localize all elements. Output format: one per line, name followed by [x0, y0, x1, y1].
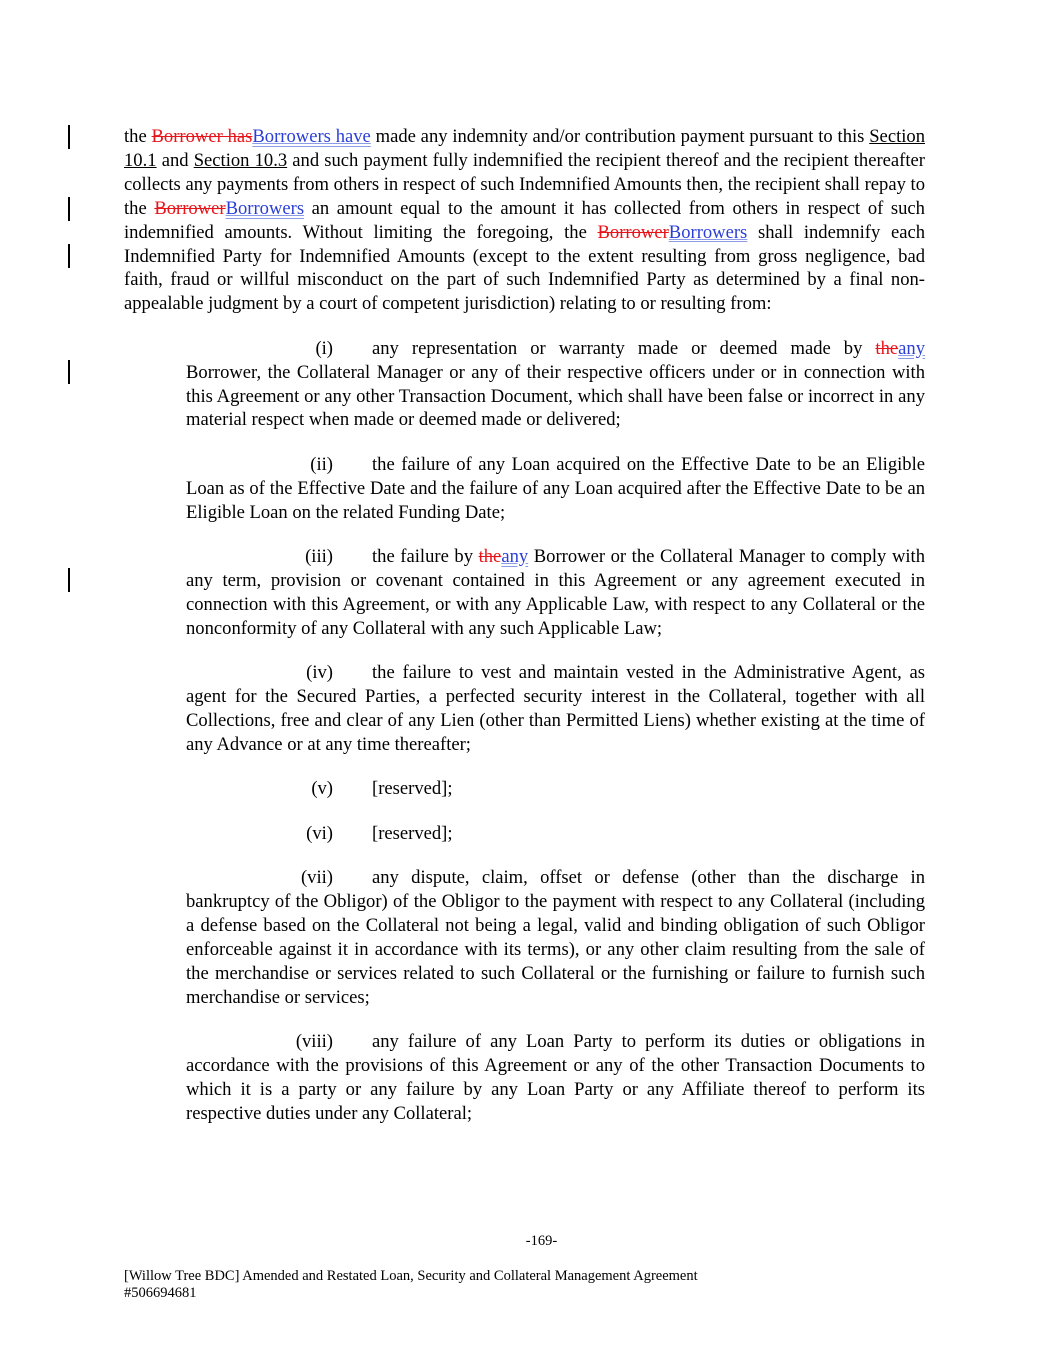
text: Borrower, the Collateral Manager or any of their respective officers under or in connection with this Agreement or any other Transaction Document, which shall have been false or incorrect in any material respect when made or deemed made or delivered;	[186, 361, 925, 431]
section-reference: Section 10.1	[124, 126, 925, 171]
item-label: (viii)	[295, 1031, 333, 1053]
footer-title: [Willow Tree BDC] Amended and Restated Loan, Security and Collateral Management Agreement	[124, 1268, 698, 1284]
document-body	[124, 125, 925, 1146]
change-bar	[68, 197, 70, 221]
deleted-text: Borrower	[154, 197, 226, 219]
footer	[124, 1268, 698, 1301]
list-item	[186, 866, 925, 1009]
page-number: -169-	[525, 1233, 558, 1249]
deleted-text: the	[478, 546, 502, 568]
text: any representation or warranty made or deemed made by	[372, 337, 876, 359]
deleted-text: the	[875, 337, 899, 359]
text: the failure by	[372, 546, 479, 568]
footer-doc-id: #506694681	[124, 1284, 197, 1301]
text: and such payment fully indemnified the recipient thereof and the recipient thereafter collects any payments from others in respect of such Indemnified Amounts then, the recipient shall repay to the	[124, 149, 925, 219]
change-bar	[68, 360, 70, 384]
inserted-text: any	[898, 337, 925, 359]
item-label: (vi)	[306, 822, 333, 844]
text: made any indemnity and/or contribution payment pursuant to this	[370, 126, 870, 147]
text: Borrower or the Collateral Manager to comply with any term, provision or covenant contained in this Agreement or any agreement executed in connection with this Agreement, or with any Applicable Law, with respect to any Collateral or the nonconformity of any Collateral with any such Applicable Law;	[186, 546, 925, 639]
list-item	[186, 453, 925, 525]
item-label: (i)	[315, 337, 333, 359]
section-reference: Section 10.3	[193, 149, 288, 171]
list-item	[186, 337, 925, 433]
item-label: (v)	[311, 778, 333, 800]
text: the failure to vest and maintain vested in the Administrative Agent, as agent for the Secured Parties, a perfected security interest in the Collateral, together with all Collections, free and clear of any Lien (other than Permitted Liens) whether existing at the time of any Advance or at any time thereafter;	[186, 662, 925, 755]
deleted-text: Borrower has	[151, 126, 253, 147]
list-item	[186, 661, 925, 757]
deleted-text: Borrower	[597, 221, 669, 243]
item-label: (iii)	[305, 546, 333, 568]
inserted-text: any	[501, 546, 529, 568]
text: an amount equal to the amount it has collected from others in respect of such indemnified amounts. Without limiting the foregoing, the	[124, 197, 925, 243]
list-item	[186, 822, 925, 846]
text: any dispute, claim, offset or defense (other than the discharge in bankruptcy of the Obligor) of the Obligor to the payment with respect to any Collateral (including a defense based on the Collateral not being a legal, valid and binding obligation of such Obligor enforceable against it in accordance with its terms), or any other claim resulting from the sale of the merchandise or services related to such Collateral or the furnishing or failure to furnish such merchandise or services;	[186, 867, 925, 1008]
list-item	[186, 777, 925, 801]
inserted-text: Borrowers	[668, 221, 748, 243]
text: [reserved];	[372, 778, 453, 800]
change-bar	[68, 568, 70, 592]
list-item	[186, 1030, 925, 1126]
inserted-text: Borrowers have	[252, 126, 371, 147]
inserted-text: Borrowers	[225, 197, 305, 219]
text: [reserved];	[372, 822, 453, 844]
text: shall indemnify each Indemnified Party for Indemnified Amounts (except to the extent resulting from gross negligence, bad faith, fraud or willful misconduct on the part of such Indemnified Party as determined by a final non-appealable judgment by a court of competent jurisdiction) relating to or resulting from:	[124, 221, 926, 315]
change-bar	[68, 125, 70, 149]
change-bar	[68, 244, 70, 268]
intro-paragraph	[124, 125, 925, 316]
list-item	[186, 545, 925, 641]
text: and	[156, 149, 194, 171]
item-label: (iv)	[306, 662, 333, 684]
text: the failure of any Loan acquired on the Effective Date to be an Eligible Loan as of the Effective Date and the failure of any Loan acquired after the Effective Date to be an Eligible Loan on the related Funding Date;	[186, 453, 925, 523]
item-label: (ii)	[310, 453, 333, 475]
item-label: (vii)	[300, 867, 333, 889]
text: any failure of any Loan Party to perform its duties or obligations in accordance with the provisions of this Agreement or any of the other Transaction Documents to which it is a party or any failure by any Loan Party or any Affiliate thereof to perform its respective duties under any Collateral;	[186, 1031, 925, 1124]
text: the	[124, 126, 152, 147]
